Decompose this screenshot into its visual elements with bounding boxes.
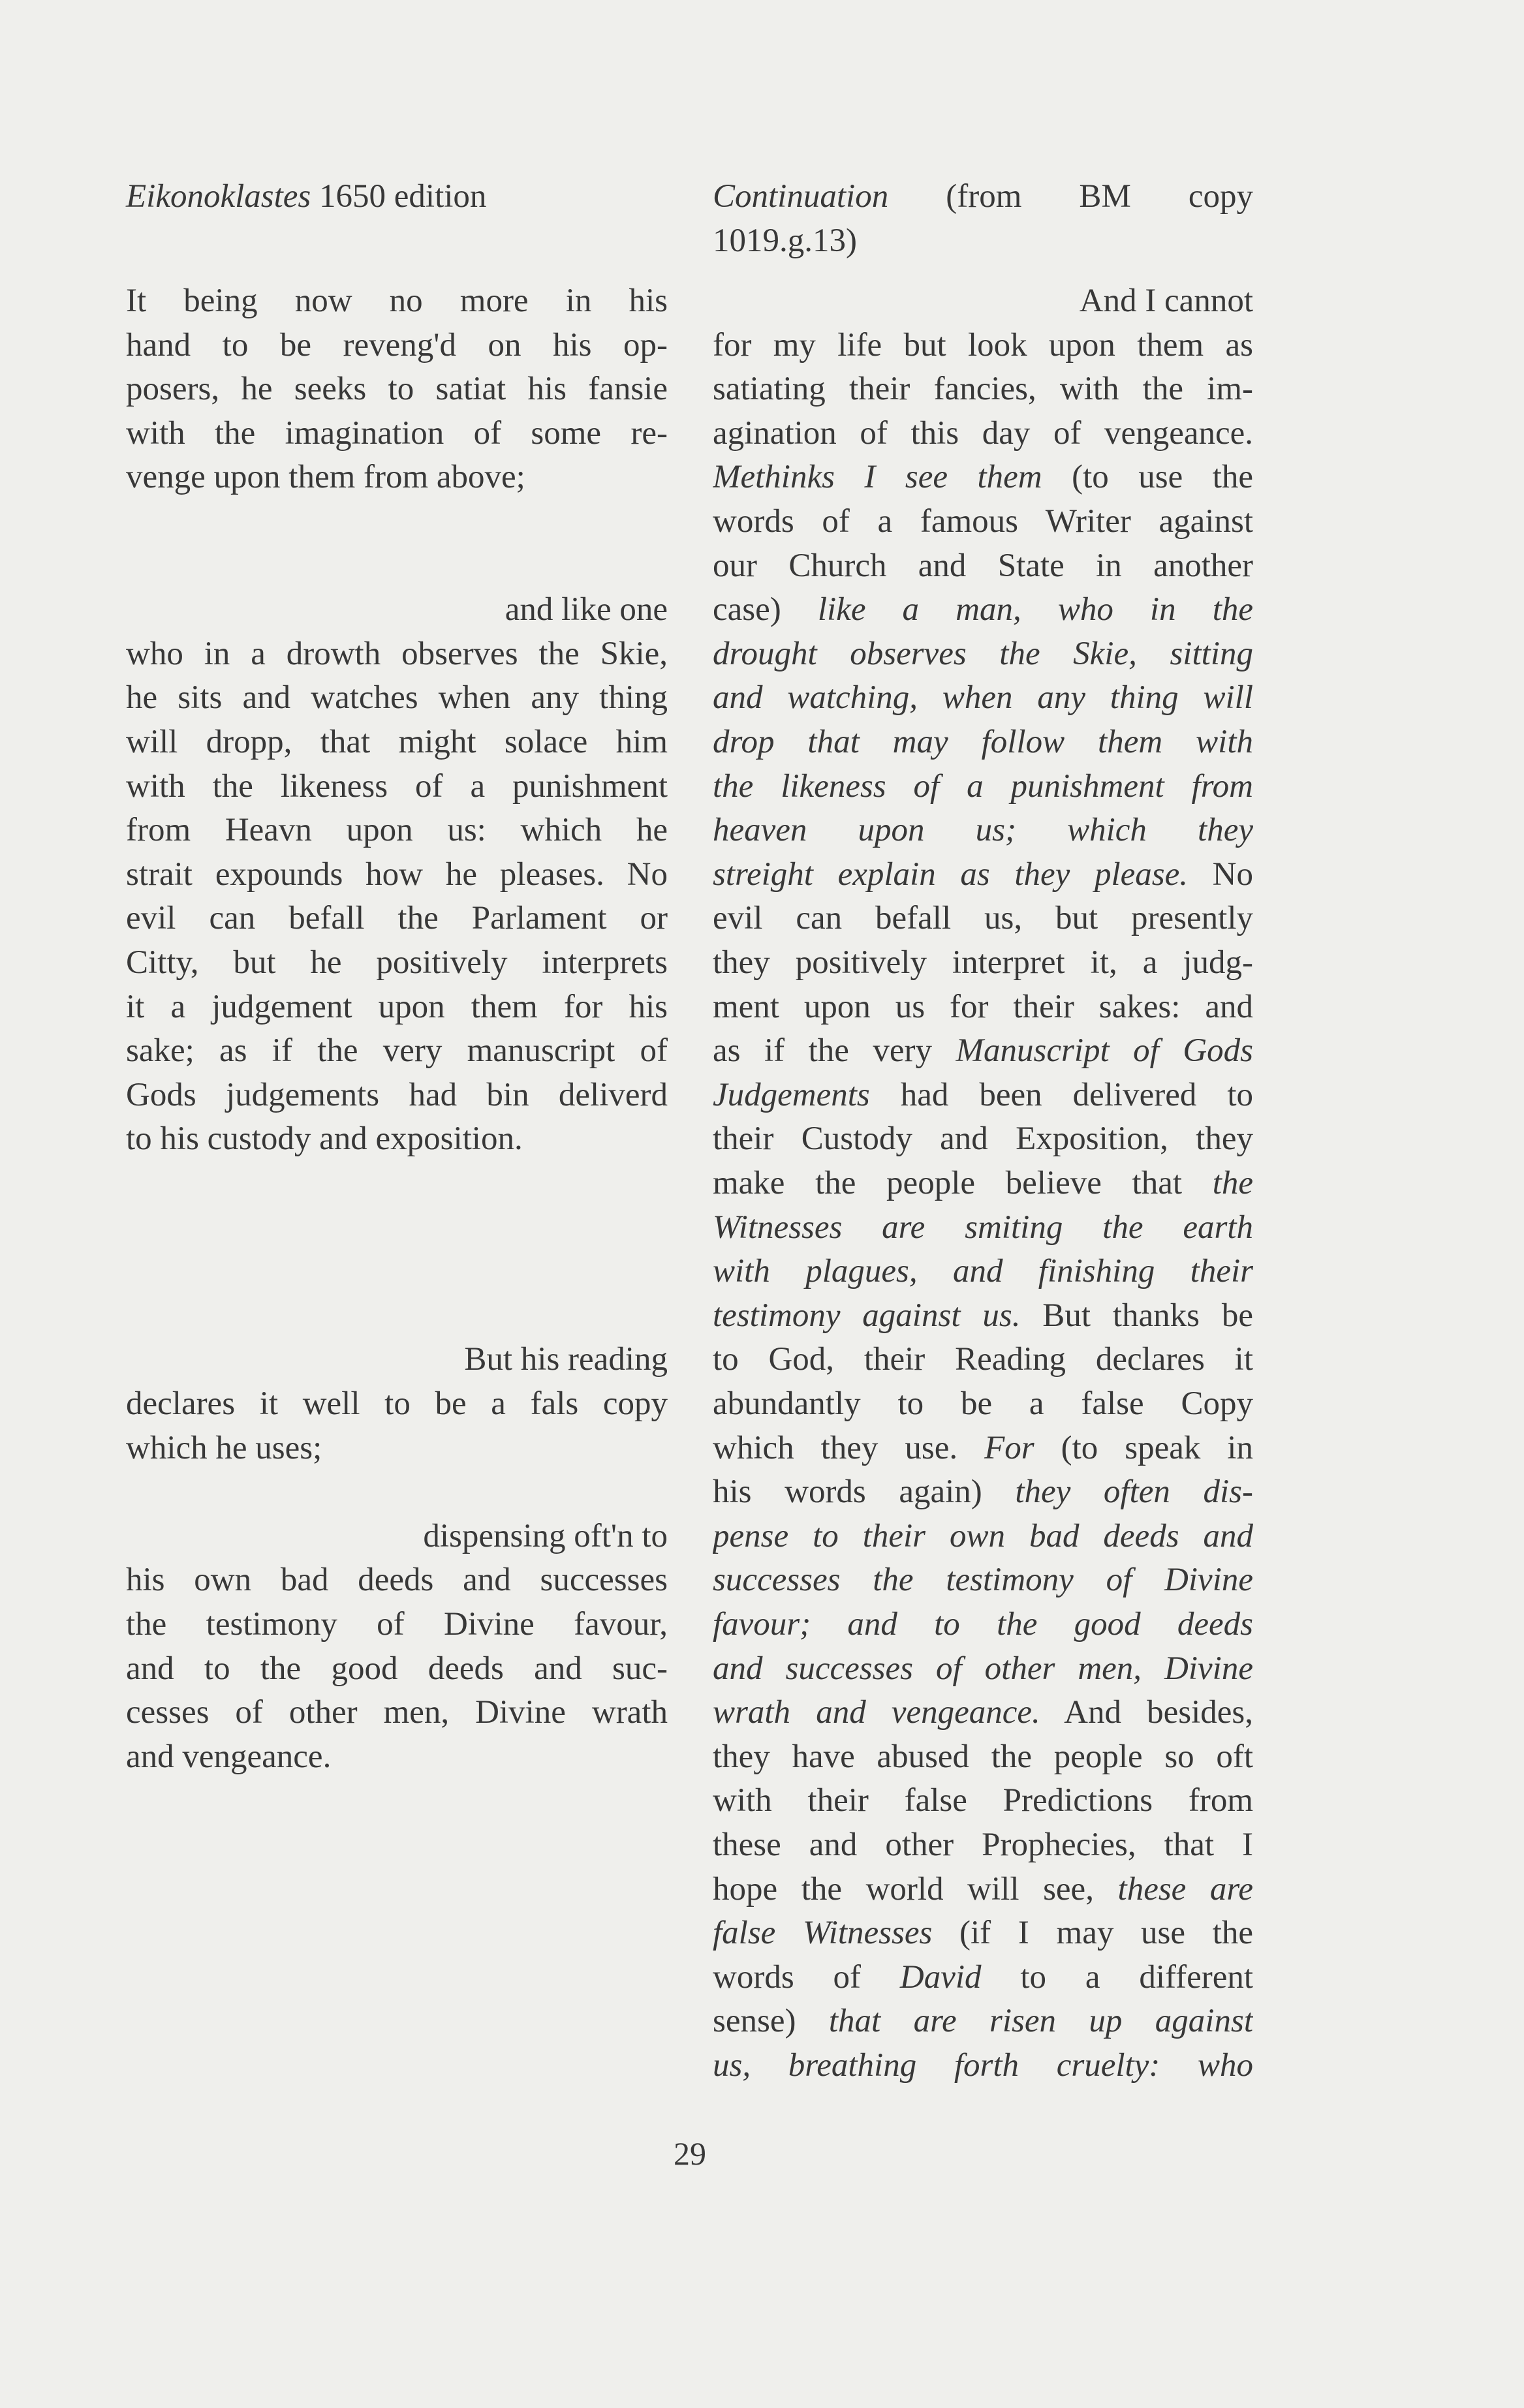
text: (to speak in xyxy=(1034,1429,1253,1466)
italic-text: false Witnesses xyxy=(713,1915,933,1952)
text: make the people believe that xyxy=(713,1165,1213,1201)
italic-text: pense to their own bad deeds and xyxy=(713,1517,1253,1554)
italic-text: Manuscript of Gods xyxy=(956,1032,1253,1070)
right-text-line xyxy=(713,1778,1253,1823)
right-text-line xyxy=(713,1514,1253,1558)
right-text-line xyxy=(713,720,1253,764)
left-text-line xyxy=(126,1382,668,1426)
text: dispensing oft'n to xyxy=(423,1517,668,1554)
text: And I cannot xyxy=(1079,283,1253,319)
right-column-heading xyxy=(713,219,1253,263)
right-text-line xyxy=(713,1073,1253,1117)
text: these and other Prophecies, that I xyxy=(713,1827,1253,1863)
text: words of a famous Writer against xyxy=(713,503,1253,540)
right-text-line xyxy=(713,455,1253,499)
italic-text: testimony against us. xyxy=(713,1297,1021,1334)
text: hope the world will see, xyxy=(713,1870,1118,1907)
text: 1019.g.13) xyxy=(713,222,857,259)
right-text-line xyxy=(713,808,1253,852)
left-text-line xyxy=(126,1073,668,1117)
text: which he uses; xyxy=(126,1429,322,1466)
italic-text: and watching, when any thing will xyxy=(713,679,1253,717)
right-text-line xyxy=(713,1955,1253,1999)
text: But his reading xyxy=(464,1341,668,1378)
text: to his custody and exposition. xyxy=(126,1120,523,1158)
right-text-line xyxy=(713,1426,1253,1470)
right-text-line xyxy=(713,1911,1253,1955)
text: And besides, xyxy=(1040,1694,1253,1731)
text: (to use the xyxy=(1042,459,1253,496)
left-column-heading xyxy=(126,174,668,219)
left-text-line xyxy=(126,323,668,367)
text: Gods judgements had bin deliverd xyxy=(126,1076,668,1113)
right-text-line xyxy=(713,1646,1253,1691)
text: declares it well to be a fals copy xyxy=(126,1385,668,1422)
italic-text: like a man, who in the xyxy=(817,591,1253,628)
left-text-line xyxy=(126,852,668,897)
italic-text: drop that may follow them with xyxy=(713,724,1253,760)
italic-text: David xyxy=(899,1958,982,1996)
text: it a judgement upon them for his xyxy=(126,988,668,1025)
italic-text: us, breathing forth cruelty: who xyxy=(713,2047,1253,2084)
right-text-line xyxy=(713,1735,1253,1779)
right-text-line xyxy=(713,411,1253,455)
italic-text: Witnesses are smiting the earth xyxy=(713,1209,1253,1246)
text: they have abused the people so oft xyxy=(713,1738,1253,1775)
text: agination of this day of vengeance. xyxy=(713,414,1253,452)
text: words of xyxy=(713,1958,900,1996)
text: cesses of other men, Divine wrath xyxy=(126,1694,668,1731)
right-text-line xyxy=(713,1999,1253,2043)
right-text-line xyxy=(713,1558,1253,1602)
text: sake; as if the very manuscript of xyxy=(126,1032,668,1070)
right-text-line xyxy=(713,1117,1253,1161)
text: to a different xyxy=(981,1958,1253,1996)
left-text-line xyxy=(126,279,668,323)
italic-text: these are xyxy=(1117,1870,1253,1907)
italic-text: the xyxy=(1212,1165,1253,1201)
text: satiating their fancies, with the im- xyxy=(713,371,1253,408)
italic-text: drought observes the Skie, sitting xyxy=(713,635,1253,672)
left-text-line xyxy=(126,1514,668,1558)
left-text-line xyxy=(126,632,668,676)
right-text-line xyxy=(713,632,1253,676)
left-text-line xyxy=(126,764,668,809)
right-text-line xyxy=(713,587,1253,632)
italic-text: that are risen up against xyxy=(828,2003,1253,2040)
right-text-line xyxy=(713,1470,1253,1514)
text: our Church and State in another xyxy=(713,547,1253,584)
text: with the likeness of a punishment xyxy=(126,767,668,805)
italic-text: Judgements xyxy=(713,1076,870,1113)
text: posers, he seeks to satiat his fansie xyxy=(126,371,668,408)
left-text-line xyxy=(126,1735,668,1779)
right-text-line xyxy=(713,1690,1253,1735)
italic-text: the likeness of a punishment from xyxy=(713,767,1253,805)
italic-text: streight explain as they please. xyxy=(713,856,1188,893)
text: who in a drowth observes the Skie, xyxy=(126,635,668,672)
right-text-line xyxy=(713,323,1253,367)
text: venge upon them from above; xyxy=(126,459,525,496)
text: hand to be reveng'd on his op- xyxy=(126,326,668,363)
right-text-line xyxy=(713,1161,1253,1205)
left-text-line xyxy=(126,1646,668,1691)
right-text-line xyxy=(713,1249,1253,1293)
text: ment upon us for their sakes: and xyxy=(713,988,1253,1025)
text: with their false Predictions from xyxy=(713,1782,1253,1819)
left-text-line xyxy=(126,1028,668,1073)
right-text-line xyxy=(713,2043,1253,2088)
text: as if the very xyxy=(713,1032,956,1070)
text: It being now no more in his xyxy=(126,283,668,319)
left-text-line xyxy=(126,1426,668,1470)
text: had been delivered to xyxy=(869,1076,1253,1113)
left-text-line xyxy=(126,808,668,852)
italic-text: wrath and vengeance. xyxy=(713,1694,1040,1731)
italic-text: Continuation xyxy=(713,178,889,215)
text: (if I may use the xyxy=(932,1915,1253,1952)
right-text-line xyxy=(713,896,1253,940)
page-number: 29 xyxy=(674,2135,706,2172)
text: will dropp, that might solace him xyxy=(126,724,668,760)
left-text-line xyxy=(126,1602,668,1646)
right-text-line xyxy=(713,279,1253,323)
text: and to the good deeds and suc- xyxy=(126,1650,668,1687)
left-text-line xyxy=(126,896,668,940)
text: No xyxy=(1188,856,1253,893)
left-text-line xyxy=(126,1337,668,1382)
right-text-line xyxy=(713,367,1253,411)
left-text-line xyxy=(126,1690,668,1735)
italic-text: Eikonoklastes xyxy=(126,178,311,215)
text: Citty, but he positively interprets xyxy=(126,944,668,981)
text: the testimony of Divine favour, xyxy=(126,1606,668,1643)
italic-text: For xyxy=(984,1429,1034,1466)
left-text-line xyxy=(126,1117,668,1161)
text: to God, their Reading declares it xyxy=(713,1341,1253,1378)
text: strait expounds how he pleases. No xyxy=(126,856,668,893)
right-text-line xyxy=(713,1205,1253,1250)
right-text-line xyxy=(713,675,1253,720)
left-text-line xyxy=(126,455,668,499)
left-text-line xyxy=(126,587,668,632)
right-text-line xyxy=(713,1382,1253,1426)
text: evil can befall us, but presently xyxy=(713,900,1253,937)
italic-text: successes the testimony of Divine xyxy=(713,1562,1253,1599)
italic-text: heaven upon us; which they xyxy=(713,812,1253,849)
left-text-line xyxy=(126,1558,668,1602)
text: (from BM copy xyxy=(888,178,1253,215)
right-text-line xyxy=(713,1867,1253,1911)
right-text-line xyxy=(713,852,1253,897)
left-text-line xyxy=(126,940,668,985)
left-text-line xyxy=(126,411,668,455)
italic-text: with plagues, and finishing their xyxy=(713,1253,1253,1290)
text: for my life but look upon them as xyxy=(713,326,1253,363)
right-text-line xyxy=(713,1293,1253,1338)
right-text-line xyxy=(713,1337,1253,1382)
italic-text: favour; and to the good deeds xyxy=(713,1606,1253,1643)
italic-text: Methinks I see them xyxy=(713,459,1042,496)
left-text-line xyxy=(126,675,668,720)
left-text-line xyxy=(126,985,668,1029)
text: and like one xyxy=(505,591,668,628)
text: evil can befall the Parlament or xyxy=(126,900,668,937)
text: sense) xyxy=(713,2003,829,2040)
text: and vengeance. xyxy=(126,1738,332,1775)
text: But thanks be xyxy=(1020,1297,1253,1334)
text: his own bad deeds and successes xyxy=(126,1562,668,1599)
right-column-heading xyxy=(713,174,1253,219)
italic-text: and successes of other men, Divine xyxy=(713,1650,1253,1687)
italic-text: they often dis- xyxy=(1015,1474,1253,1511)
text: their Custody and Exposition, they xyxy=(713,1120,1253,1158)
right-text-line xyxy=(713,499,1253,544)
text: his words again) xyxy=(713,1474,1016,1511)
text: with the imagination of some re- xyxy=(126,414,668,452)
text: abundantly to be a false Copy xyxy=(713,1385,1253,1422)
right-text-line xyxy=(713,1028,1253,1073)
text: 1650 edition xyxy=(311,178,487,215)
right-text-line xyxy=(713,985,1253,1029)
right-text-line xyxy=(713,1602,1253,1646)
text: he sits and watches when any thing xyxy=(126,679,668,717)
text: case) xyxy=(713,591,818,628)
text: which they use. xyxy=(713,1429,985,1466)
right-text-line xyxy=(713,940,1253,985)
text: from Heavn upon us: which he xyxy=(126,812,668,849)
left-text-line xyxy=(126,720,668,764)
text: they positively interpret it, a judg- xyxy=(713,944,1253,981)
left-text-line xyxy=(126,367,668,411)
right-text-line xyxy=(713,544,1253,588)
right-text-line xyxy=(713,1823,1253,1867)
right-text-line xyxy=(713,764,1253,809)
